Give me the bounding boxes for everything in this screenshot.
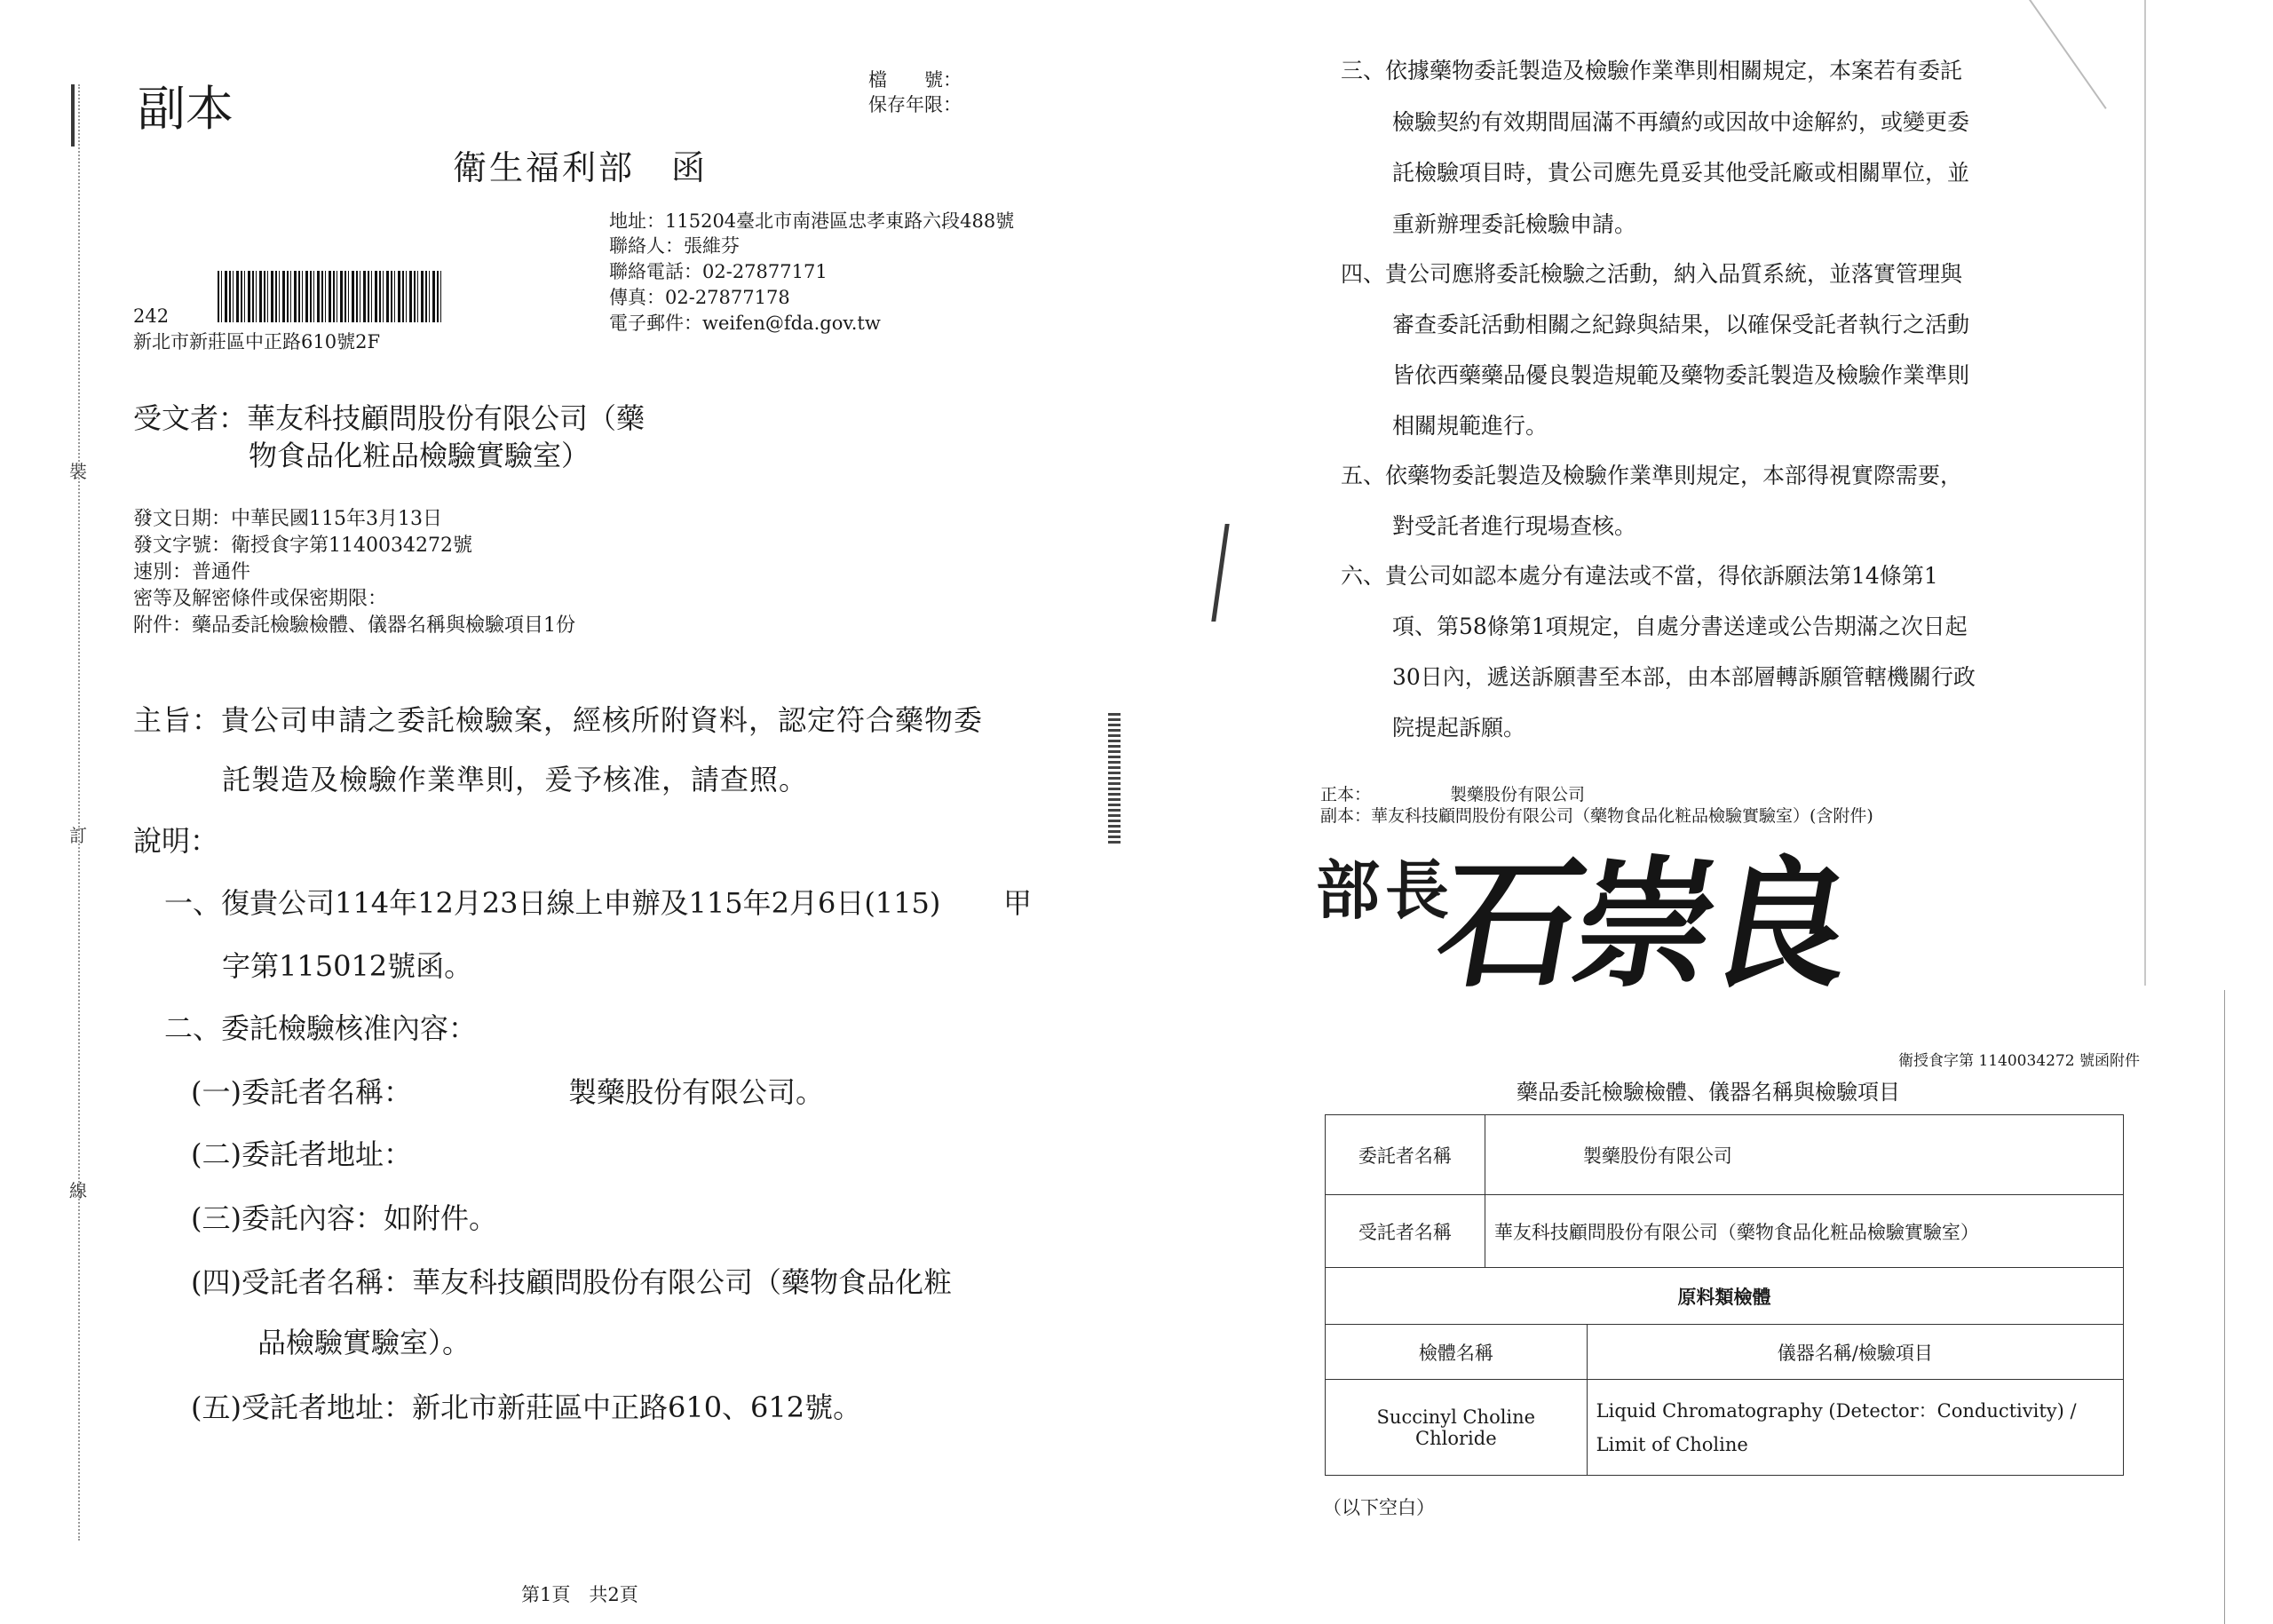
item-3-line-4: 重新辦理委託檢驗申請。 (1392, 211, 1637, 237)
binding-mark-zhuang: 裝 (69, 461, 87, 482)
subject-line-1: 主旨：貴公司申請之委託檢驗案，經核所附資料，認定符合藥物委 (133, 703, 984, 737)
secrecy-level: 密等及解密條件或保密期限： (133, 588, 388, 610)
item-1-line-1: 一、復貴公司114年12月23日線上申辦及115年2月6日(115) (164, 886, 941, 920)
table-row (1326, 1268, 2124, 1325)
sub-3: (三)委託內容：如附件。 (191, 1201, 497, 1235)
col-header-specimen: 檢體名稱 (1326, 1325, 1588, 1380)
blank-below-note: （以下空白） (1323, 1497, 1435, 1518)
minister-signature: 石崇良 (1426, 843, 1861, 1007)
section-header: 原料類檢體 (1326, 1268, 2124, 1325)
item-4-line-1: 四、貴公司應將委託檢驗之活動，納入品質系統，並落實管理與 (1341, 261, 1963, 287)
attachment-table-wrap (1325, 1114, 2124, 1476)
item-3-line-3: 託檢驗項目時，貴公司應先覓妥其他受託廠或相關單位，並 (1392, 160, 1970, 186)
item-3-line-1: 三、依據藥物委託製造及檢驗作業準則相關規定，本案若有委託 (1341, 58, 1963, 83)
scan-corner-edge (2029, 0, 2107, 109)
item-5-line-2: 對受託者進行現場查核。 (1392, 513, 1637, 539)
scan-fold-mark-2 (1108, 710, 1121, 844)
file-number-label: 檔 號： (868, 69, 962, 91)
signature-title: 部長 (1316, 852, 1455, 928)
recipient-line-2: 物食品化粧品檢驗實驗室） (249, 439, 590, 472)
item-1-tail: 甲 (1003, 886, 1033, 920)
contact-person: 聯絡人：張維芬 (609, 235, 740, 257)
subject-line-2: 託製造及檢驗作業準則，爰予核准，請查照。 (222, 763, 809, 796)
contact-fax: 傳真：02-27877178 (609, 287, 790, 308)
recipient-line-1: 受文者：華友科技顧問股份有限公司（藥 (133, 401, 645, 435)
letter-title: 衛生福利部 函 (453, 148, 709, 187)
item-4-line-3: 皆依西藥藥品優良製造規範及藥物委託製造及檢驗作業準則 (1392, 362, 1970, 388)
contact-email: 電子郵件：weifen@fda.gov.tw (609, 313, 881, 334)
recipient-address: 新北市新莊區中正路610號2F (133, 331, 381, 353)
table-row (1326, 1115, 2124, 1195)
attachment-page-edge (2224, 990, 2225, 1624)
item-5-line-1: 五、依藥物委託製造及檢驗作業準則規定，本部得視實際需要， (1341, 463, 1963, 488)
original-recipient-value: 製藥股份有限公司 (1450, 785, 1586, 804)
postcode: 242 (133, 305, 170, 327)
table-row (1326, 1380, 2124, 1476)
contact-phone: 聯絡電話：02-27877171 (609, 261, 828, 282)
sub-2: (二)委託者地址： (191, 1137, 412, 1171)
retention-label: 保存年限： (868, 94, 962, 115)
binding-mark-xian: 線 (69, 1180, 87, 1201)
consignor-value: 製藥股份有限公司 (1485, 1115, 2123, 1195)
attachment-table (1325, 1114, 2124, 1476)
instrument-test-item: Liquid Chromatography (Detector：Conductivity) / Limit of Choline (1587, 1380, 2123, 1476)
specimen-name: Succinyl Choline Chloride (1326, 1380, 1588, 1476)
page-footer: 第1頁 共2頁 (521, 1584, 638, 1605)
attachment-reference: 衛授食字第 1140034272 號函附件 (1898, 1052, 2140, 1070)
scan-right-edge (2144, 0, 2146, 986)
explanation-heading: 說明： (133, 824, 219, 858)
item-6-line-2: 項、第58條第1項規定，自處分書送達或公告期滿之次日起 (1392, 614, 1968, 639)
item-3-line-2: 檢驗契約有效期間屆滿不再續約或因故中途解約，或變更委 (1392, 109, 1970, 135)
item-4-line-4: 相關規範進行。 (1392, 413, 1548, 439)
agency-address: 地址：115204臺北市南港區忠孝東路六段488號 (609, 210, 1015, 232)
table-row (1326, 1195, 2124, 1268)
item-6-line-1: 六、貴公司如認本處分有違法或不當，得依訴願法第14條第1 (1341, 563, 1938, 589)
item-4-line-2: 審查委託活動相關之紀錄與結果，以確保受託者執行之活動 (1392, 312, 1970, 337)
document-number: 發文字號：衛授食字第1140034272號 (133, 535, 472, 557)
item-2-heading: 二、委託檢驗核准內容： (164, 1011, 478, 1045)
binding-mark-ding: 訂 (69, 825, 87, 846)
attachment-title: 藥品委託檢驗檢體、儀器名稱與檢驗項目 (1517, 1080, 1900, 1105)
consignee-label: 受託者名稱 (1326, 1195, 1485, 1268)
table-row (1326, 1325, 2124, 1380)
sub-1-value: 製藥股份有限公司。 (568, 1075, 825, 1109)
sub-1-label: (一)委託者名稱： (191, 1075, 412, 1109)
scan-fold-mark (1211, 524, 1229, 622)
sub-4-line-1: (四)受託者名稱：華友科技顧問股份有限公司（藥物食品化粧 (191, 1265, 952, 1299)
item-6-line-3: 30日內，遞送訴願書至本部，由本部層轉訴願管轄機關行政 (1392, 664, 1976, 690)
attachment-note: 附件：藥品委託檢驗檢體、儀器名稱與檢驗項目1份 (133, 614, 575, 637)
original-recipient-label: 正本： (1320, 785, 1372, 804)
consignee-value: 華友科技顧問股份有限公司（藥物食品化粧品檢驗實驗室） (1485, 1195, 2123, 1268)
sub-5: (五)受託者地址：新北市新莊區中正路610、612號。 (191, 1390, 862, 1424)
col-header-instrument: 儀器名稱/檢驗項目 (1587, 1325, 2123, 1380)
item-1-line-2: 字第115012號函。 (222, 949, 473, 983)
copy-mark: 副本 (138, 81, 234, 137)
copy-recipient-line: 副本：華友科技顧問股份有限公司（藥物食品化粧品檢驗實驗室）(含附件) (1320, 806, 1873, 826)
sub-4-line-2: 品檢驗實驗室）。 (257, 1326, 471, 1359)
issue-date: 發文日期：中華民國115年3月13日 (133, 508, 442, 530)
binding-guide-line (78, 84, 80, 1541)
consignor-label: 委託者名稱 (1326, 1115, 1485, 1195)
delivery-speed: 速別：普通件 (133, 561, 251, 583)
barcode (218, 271, 441, 322)
item-6-line-4: 院提起訴願。 (1392, 715, 1526, 741)
scan-edge-mark (71, 84, 75, 147)
